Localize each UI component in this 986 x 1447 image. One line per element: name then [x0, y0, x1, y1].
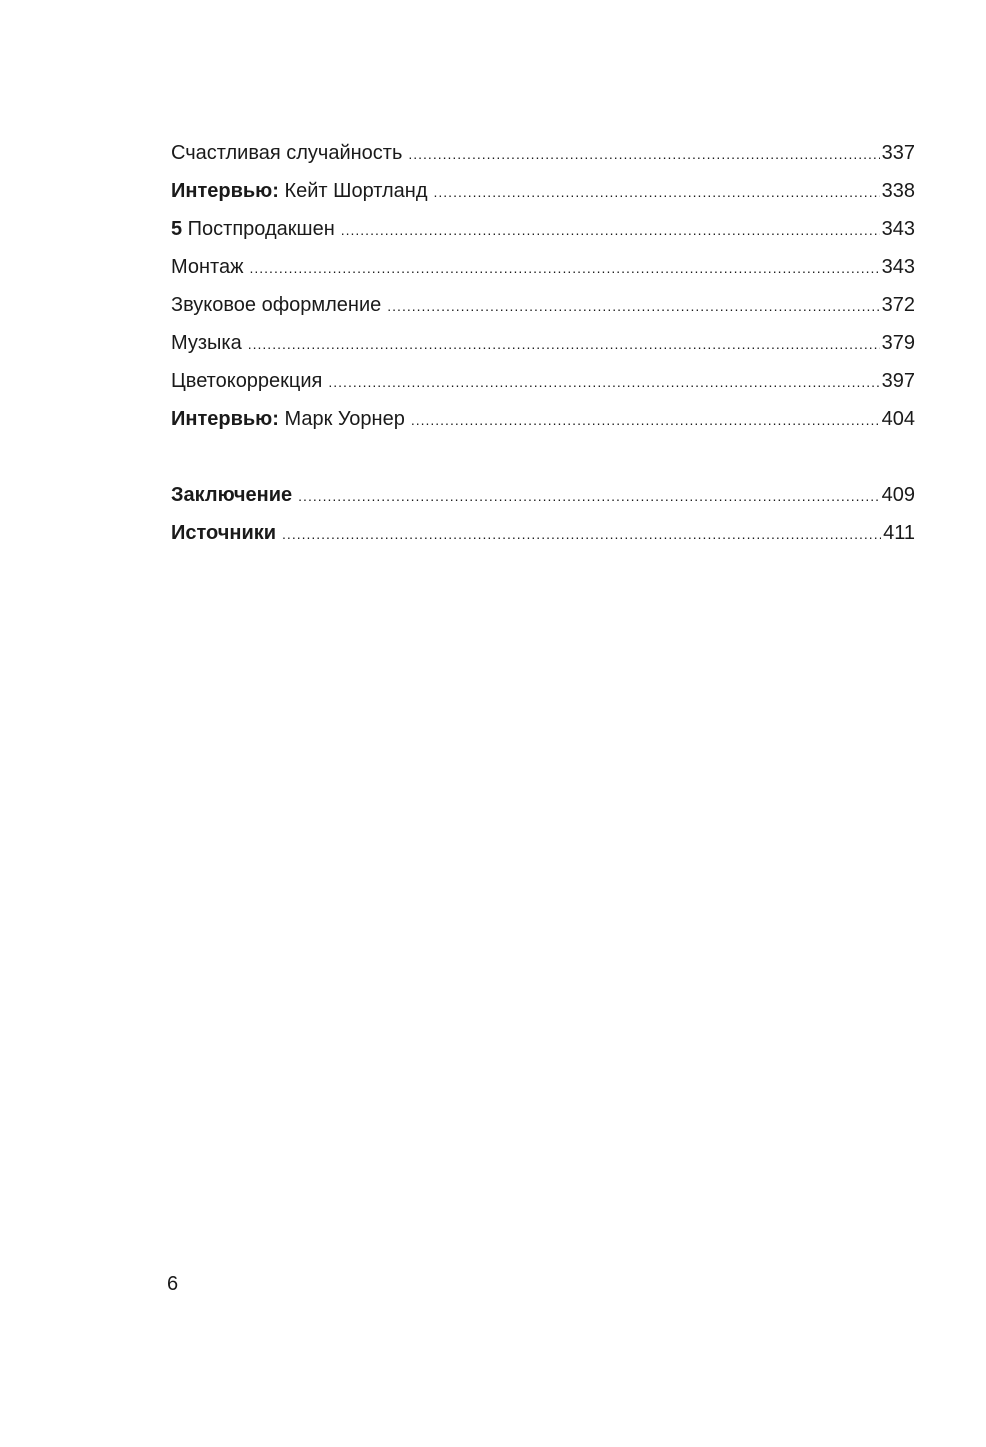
dot-leader: [250, 249, 880, 287]
toc-entry-title: Интервью: Марк Уорнер: [171, 408, 405, 430]
toc-page-number: 338: [881, 180, 915, 202]
toc-page-number: 409: [881, 484, 915, 506]
page-number-footer: 6: [167, 1273, 179, 1295]
dot-leader: [282, 515, 881, 553]
toc-entry-sound-design[interactable]: [171, 286, 915, 324]
dot-leader: [387, 287, 879, 325]
dot-leader: [328, 363, 879, 401]
toc-entry-title: Счастливая случайность: [171, 142, 403, 164]
toc-entry-interview-warner[interactable]: [171, 400, 915, 438]
dot-leader: [341, 211, 880, 249]
table-of-contents: [171, 134, 915, 552]
toc-page-number: 343: [881, 218, 915, 240]
toc-entry-conclusion[interactable]: [171, 476, 915, 514]
toc-entry-title: Заключение: [171, 484, 293, 506]
toc-entry-title: 5 Постпродакшен: [171, 218, 335, 240]
toc-entry-chapter-5-postproduction[interactable]: [171, 210, 915, 248]
toc-page-number: 404: [881, 408, 915, 430]
dot-leader: [411, 401, 880, 439]
dot-leader: [408, 135, 879, 173]
dot-leader: [298, 477, 879, 515]
toc-entry-editing[interactable]: [171, 248, 915, 286]
toc-page-number: 379: [881, 332, 915, 354]
toc-page-number: 343: [881, 256, 915, 278]
toc-entry-title: Монтаж: [171, 256, 244, 278]
toc-spacer: [171, 438, 915, 476]
toc-entry-title: Цветокоррекция: [171, 370, 323, 392]
toc-entry-title: Музыка: [171, 332, 242, 354]
toc-page-number: 397: [881, 370, 915, 392]
toc-entry-sources[interactable]: [171, 514, 915, 552]
toc-entry-happy-accident[interactable]: [171, 134, 915, 172]
toc-entry-interview-shortland[interactable]: [171, 172, 915, 210]
toc-entry-title: Звуковое оформление: [171, 294, 382, 316]
toc-entry-title: Источники: [171, 522, 277, 544]
toc-page-number: 411: [883, 522, 915, 544]
toc-entry-color-grading[interactable]: [171, 362, 915, 400]
dot-leader: [248, 325, 880, 363]
toc-entry-music[interactable]: [171, 324, 915, 362]
toc-entry-title: Интервью: Кейт Шортланд: [171, 180, 428, 202]
toc-page-number: 337: [881, 142, 915, 164]
toc-page-number: 372: [881, 294, 915, 316]
dot-leader: [434, 173, 880, 211]
